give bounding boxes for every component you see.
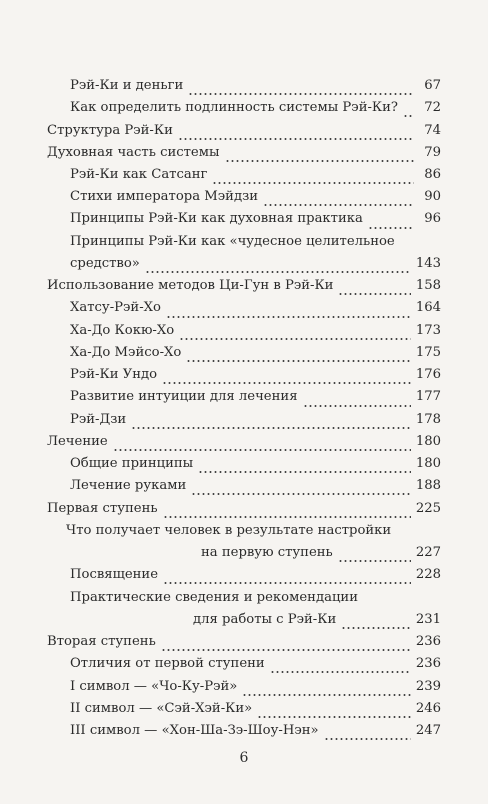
- toc-entry-page: 227: [415, 545, 441, 561]
- toc-entry-page: 231: [415, 611, 441, 627]
- toc-entry: [70, 164, 441, 186]
- toc-entry-page: 143: [415, 255, 441, 271]
- page-number: 6: [239, 750, 249, 766]
- toc-entry-title: на первую ступень: [201, 545, 333, 561]
- toc-entry-title: Вторая ступень: [47, 634, 156, 649]
- toc-entry-page: 177: [415, 389, 441, 405]
- toc-entry-title: Структура Рэй-Ки: [47, 122, 173, 138]
- toc-entry: [47, 142, 441, 164]
- toc-entry-title: Духовная часть системы: [47, 144, 220, 160]
- dot-leader: [166, 314, 411, 320]
- toc-entry-page: 90: [424, 189, 441, 205]
- dot-leader: [191, 491, 411, 497]
- toc-entry: [70, 208, 441, 230]
- toc-entry: [70, 320, 441, 342]
- toc-entry: [70, 475, 441, 497]
- dot-leader: [162, 380, 411, 386]
- toc-entry-page: 67: [424, 78, 441, 93]
- dot-leader: [403, 113, 414, 119]
- toc-entry: [70, 297, 441, 319]
- dot-leader: [324, 736, 411, 742]
- toc-entry-page: 86: [424, 167, 441, 182]
- dot-leader: [242, 692, 410, 698]
- toc-entry-page: 239: [415, 678, 441, 694]
- toc-entry: [70, 386, 441, 408]
- toc-entry-page: 74: [424, 122, 441, 138]
- toc-entry-title: Принципы Рэй-Ки как духовная практика: [70, 211, 363, 227]
- toc-entry-title: Развитие интуиции для лечения: [70, 389, 298, 405]
- toc-entry: [70, 653, 441, 675]
- toc-entry-page: 173: [415, 322, 441, 338]
- toc-entry-title: Использование методов Ци-Гун в Рэй-Ки: [47, 278, 334, 294]
- toc-entry-page: 247: [415, 723, 441, 738]
- toc-entry: [70, 97, 441, 119]
- toc-entry-title: Как определить подлинность системы Рэй-Ки?: [70, 100, 399, 116]
- toc-entry-title: I символ — «Чо-Ку-Рэй»: [70, 678, 238, 694]
- toc-entry-title: Ха-До Мэйсо-Хо: [70, 344, 182, 360]
- toc-entry-title: II символ — «Сэй-Хэй-Ки»: [70, 700, 253, 716]
- toc-entry: [70, 364, 441, 386]
- toc-entry-page: 236: [415, 634, 441, 649]
- toc-entry: [70, 676, 441, 698]
- toc-entry: [70, 453, 441, 475]
- toc-entry: [47, 631, 441, 653]
- toc-entry-title: Лечение руками: [70, 478, 187, 494]
- toc-entry-title: Стихи императора Мэйдзи: [70, 189, 259, 205]
- toc-entry-title: Рэй-Дзи: [70, 411, 127, 427]
- toc-entry-page: 96: [424, 211, 441, 227]
- toc-entry: [47, 431, 441, 453]
- toc-entry-page: 175: [415, 344, 441, 360]
- toc-entry-page: 180: [415, 433, 441, 449]
- toc-entry-title: Первая ступень: [47, 500, 158, 516]
- toc-entry-first-line: Что получает человек в результате настройки: [66, 522, 392, 538]
- toc-entry-title: III символ — «Хон-Ша-Зэ-Шоу-Нэн»: [70, 723, 319, 738]
- dot-leader: [161, 647, 411, 653]
- toc-entry-page: 158: [415, 278, 441, 294]
- toc-entry: [70, 253, 441, 275]
- dot-leader: [145, 269, 411, 275]
- toc-entry-page: 180: [415, 456, 441, 472]
- toc-entry-page: 236: [415, 656, 441, 672]
- toc-entry: [70, 75, 441, 97]
- toc-entry: [70, 720, 441, 742]
- toc-entry-title: Рэй-Ки как Сатсанг: [70, 167, 208, 182]
- toc-entry-page: 164: [415, 300, 441, 316]
- toc-entry-title: Общие принципы: [70, 456, 194, 472]
- toc-entry-page: 246: [415, 700, 441, 716]
- toc-entry-page: 178: [415, 411, 441, 427]
- toc-entry-title: Отличия от первой ступени: [70, 656, 265, 672]
- toc-entry-page: 225: [415, 500, 441, 516]
- toc-entry-title: Рэй-Ки и деньги: [70, 78, 184, 93]
- toc-entry-title: средство»: [70, 255, 140, 271]
- toc-entry-page: 72: [424, 100, 441, 116]
- toc-entry-first-line: Практические сведения и рекомендации: [70, 589, 359, 605]
- dot-leader: [225, 158, 415, 164]
- toc-entry-title: Хатсу-Рэй-Хо: [70, 300, 161, 316]
- toc-entry-page: 176: [415, 367, 441, 383]
- toc-entry-title: Рэй-Ки Ундо: [70, 367, 158, 383]
- dot-leader: [368, 225, 414, 231]
- toc-entry-page: 79: [424, 144, 441, 160]
- toc-entry-page: 228: [415, 567, 441, 583]
- toc-entry: [70, 186, 441, 208]
- toc-entry: [70, 409, 441, 431]
- dot-leader: [163, 580, 411, 586]
- toc-entry: [193, 609, 441, 631]
- toc-entry: [70, 564, 441, 586]
- toc-entry: [201, 542, 441, 564]
- toc-entry: [70, 342, 441, 364]
- toc-entry-title: Лечение: [47, 433, 108, 449]
- toc-entry-title: Посвящение: [70, 567, 159, 583]
- toc-entry-first-line: Принципы Рэй-Ки как «чудесное целительное: [70, 233, 395, 249]
- dot-leader: [131, 425, 411, 431]
- toc-entry-page: 188: [415, 478, 441, 494]
- toc-entry: [47, 498, 441, 520]
- toc-entry: [70, 698, 441, 720]
- toc-entry-title: для работы с Рэй-Ки: [193, 611, 337, 627]
- toc-entry-title: Ха-До Кокю-Хо: [70, 322, 175, 338]
- toc-entry: [47, 275, 441, 297]
- toc-entry: [47, 120, 441, 142]
